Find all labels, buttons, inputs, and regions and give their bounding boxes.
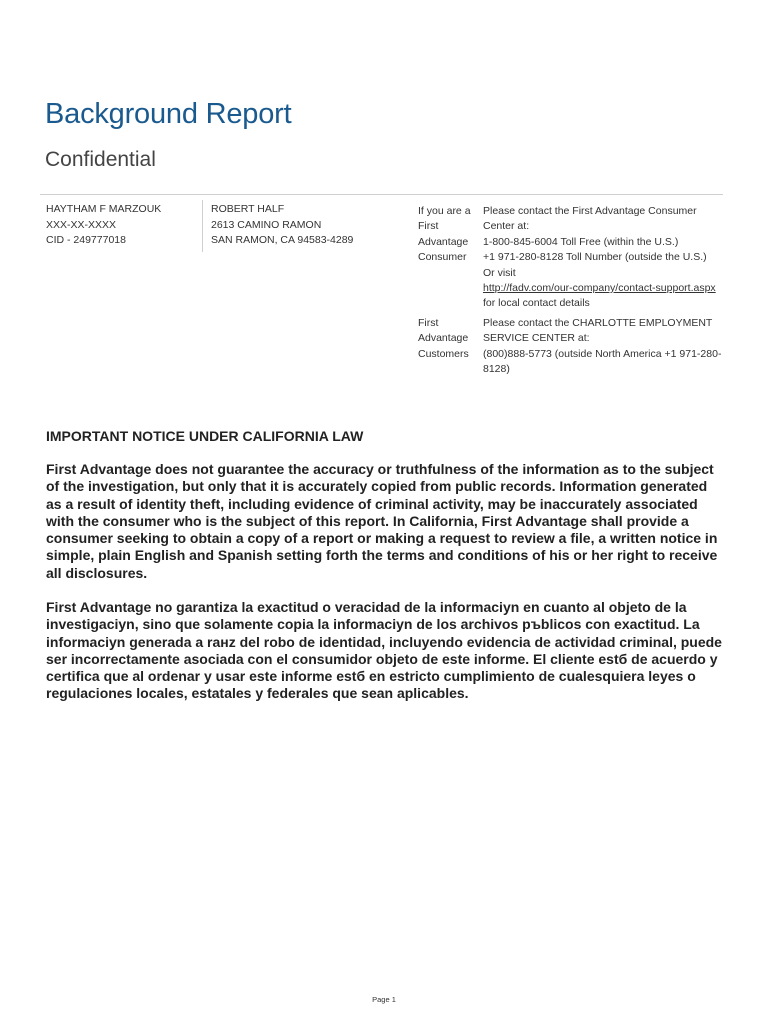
customer-contact-row — [418, 316, 723, 378]
subject-cid: CID - 249777018 — [46, 234, 126, 246]
consumer-toll-free: 1-800-845-6004 Toll Free (within the U.S.) — [483, 235, 679, 248]
contact-table — [418, 204, 723, 381]
page-number: Page 1 — [372, 995, 396, 1004]
consumer-contact-line1: Please contact the First Advantage Consumer Center at: — [483, 205, 697, 233]
client-info — [202, 200, 411, 252]
page-title: Background Report — [45, 98, 292, 130]
client-address-line1: 2613 CAMINO RAMON — [211, 218, 322, 231]
client-address-line2: SAN RAMON, CA 94583-4289 — [211, 234, 354, 246]
contact-support-link[interactable]: http://fadv.com/our-company/contact-support.aspx — [483, 282, 716, 295]
subject-info — [46, 202, 196, 249]
page-subtitle: Confidential — [45, 148, 156, 171]
consumer-local-details: for local contact details — [483, 297, 590, 310]
consumer-toll-number: +1 971-280-8128 Toll Number (outside the U.S.) — [483, 251, 707, 264]
subject-ssn: XXX-XX-XXXX — [46, 218, 117, 231]
subject-name: HAYTHAM F MARZOUK — [46, 203, 162, 215]
customer-contact-line1: Please contact the CHARLOTTE EMPLOYMENT SERVICE CENTER at: — [483, 316, 713, 345]
notice-spanish-paragraph: First Advantage no garantiza la exactitud o veracidad de la informaciуn en cuanto al objeto de la investigaciуn, sino que solamente copia la informaciуn de los archivos pъblicos con exactitud. La informaciуn generada a raнz del robo de identidad, incluyendo evidencia de actividad criminal, puede ser incorrectamente asociada con el consumidor objeto de este informe. El cliente estб de acuerdo y certifica que al ordenar y usar este informe estб en estricto cumplimiento de cualesquiera leyes o regulaciones locales, estatales y federales que sean aplicables. — [46, 599, 722, 702]
customer-contact-label: First Advantage Customers — [418, 316, 469, 360]
customer-contact-details — [483, 316, 723, 378]
consumer-contact-details — [483, 204, 723, 312]
header-divider — [40, 194, 723, 195]
customer-contact-phone: (800)888-5773 (outside North America +1 971-280-8128) — [483, 347, 722, 376]
notice-heading: IMPORTANT NOTICE UNDER CALIFORNIA LAW — [46, 428, 364, 444]
consumer-contact-row — [418, 204, 723, 312]
client-name: ROBERT HALF — [211, 203, 285, 215]
notice-english-paragraph: First Advantage does not guarantee the accuracy or truthfulness of the information as to the subject of the investigation, but only that it is accurately copied from public records. Information generated as a result of identity theft, including evidence of criminal activity, may be inaccurately associated with the consumer who is the subject of this report. In California, First Advantage shall provide a consumer seeking to obtain a copy of a report or making a request to review a file, a written notice in simple, plain English and Spanish setting forth the terms and conditions of his or her right to receive all disclosures. — [46, 461, 718, 581]
consumer-visit-text: Or visit — [483, 266, 516, 279]
consumer-contact-label: If you are a First Advantage Consumer — [418, 205, 471, 264]
